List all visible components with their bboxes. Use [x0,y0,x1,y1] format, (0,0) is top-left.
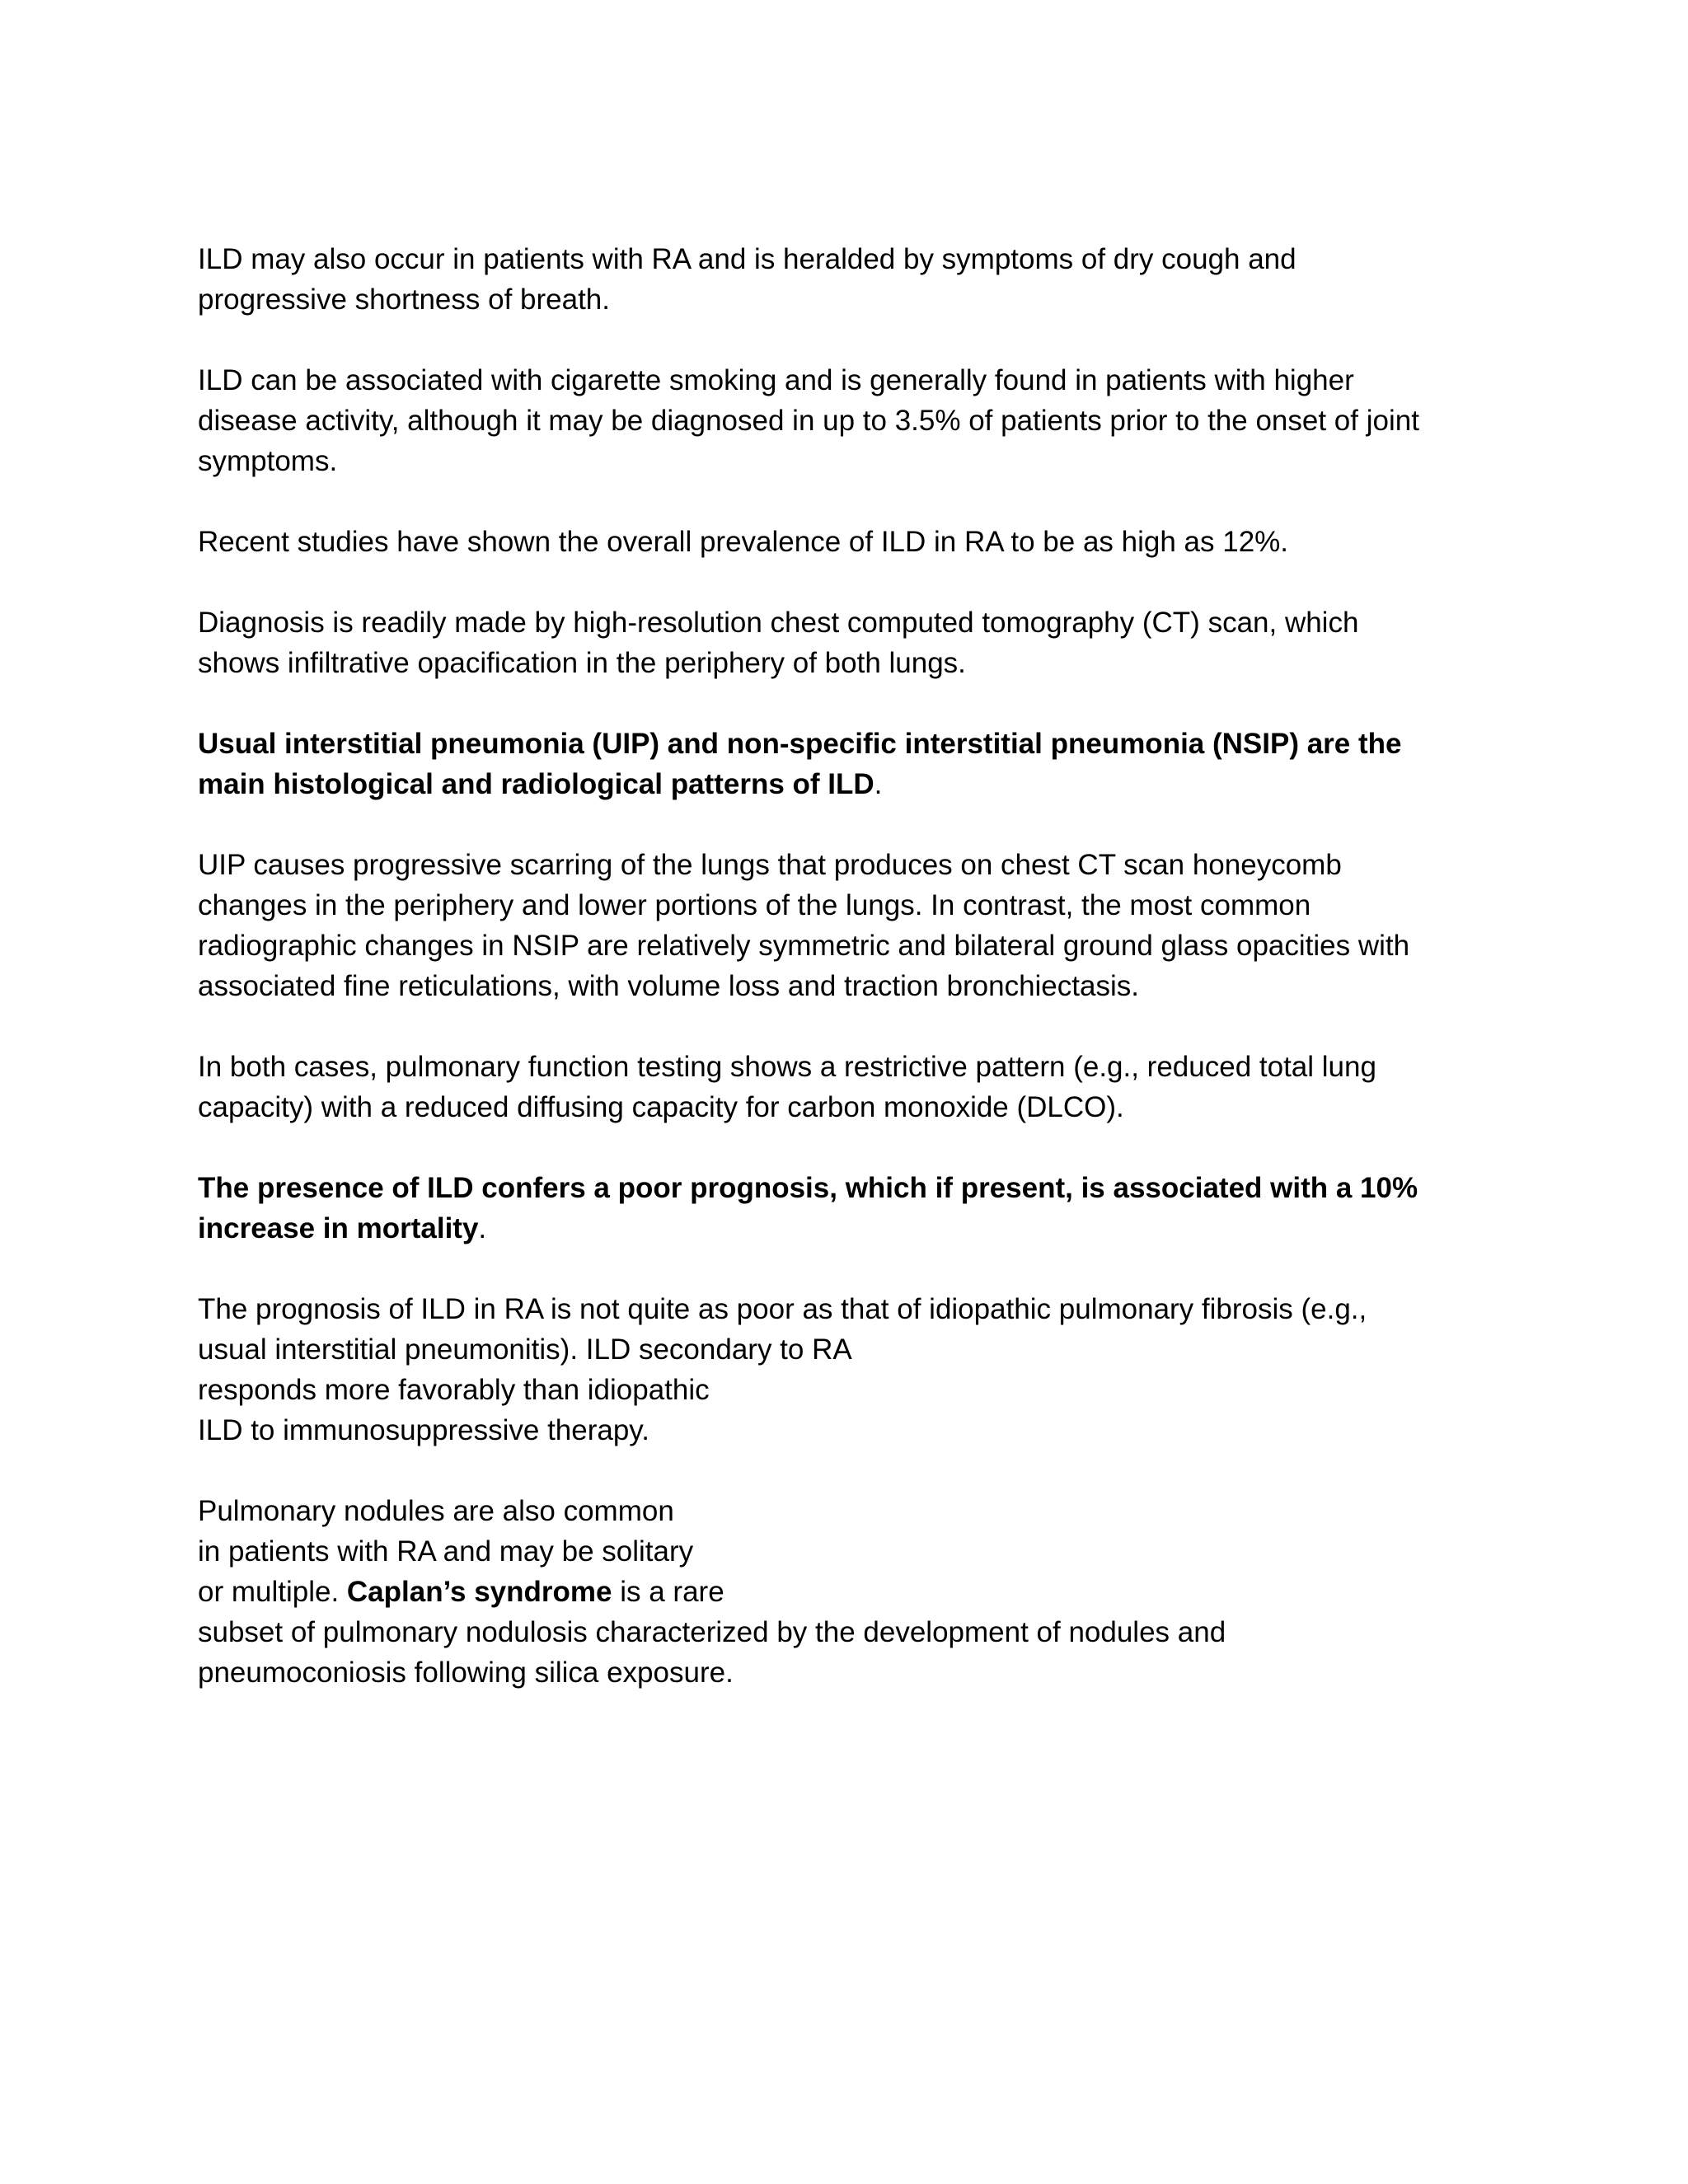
text-line: radiographic changes in NSIP are relatively symmetric and bilateral ground glass opacities with [198,930,1410,962]
paragraph-prognosis-comparison [198,1289,1500,1451]
text-tail: . [874,768,883,800]
text-line: in patients with RA and may be solitary [198,1535,694,1568]
bold-text-line: Usual interstitial pneumonia (UIP) and non-specific interstitial pneumonia (NSIP) are the [198,728,1402,760]
text-segment: is a rare [612,1576,724,1608]
text-line: progressive shortness of breath. [198,284,610,316]
paragraph-uip-description [198,845,1500,1006]
text-line: Diagnosis is readily made by high-resolution chest computed tomography (CT) scan, which [198,607,1359,639]
caplans-syndrome-term: Caplan’s syndrome [346,1576,612,1608]
paragraph-pulmonary-function [198,1047,1500,1127]
bold-text: increase in mortality [198,1212,479,1244]
text-line: Recent studies have shown the overall prevalence of ILD in RA to be as high as 12%. [198,526,1289,558]
text-line: changes in the periphery and lower portions of the lungs. In contrast, the most common [198,889,1311,921]
paragraph-pulmonary-nodules [198,1491,1500,1693]
text-line: ILD to immunosuppressive therapy. [198,1414,649,1446]
text-line: In both cases, pulmonary function testing shows a restrictive pattern (e.g., reduced total lung [198,1051,1376,1083]
text-line: subset of pulmonary nodulosis characterized by the development of nodules and [198,1616,1226,1648]
document-body [198,239,1500,1733]
text-line: symptoms. [198,445,338,477]
paragraph-uip-nsip-patterns [198,724,1500,804]
paragraph-ild-prevalence [198,522,1500,562]
text-line: Pulmonary nodules are also common [198,1495,674,1527]
text-line: UIP causes progressive scarring of the lungs that produces on chest CT scan honeycomb [198,849,1342,881]
text-line [198,1208,1500,1249]
text-tail: . [478,1212,487,1244]
text-line: responds more favorably than idiopathic [198,1374,710,1406]
paragraph-ild-smoking [198,360,1500,481]
text-line: pneumoconiosis following silica exposure. [198,1657,734,1689]
text-line [198,1572,1500,1612]
text-line: ILD can be associated with cigarette smoking and is generally found in patients with higher [198,364,1354,396]
paragraph-diagnosis [198,602,1500,683]
paragraph-prognosis-mortality [198,1168,1500,1249]
bold-text-line: The presence of ILD confers a poor prognosis, which if present, is associated with a 10% [198,1172,1418,1204]
text-line: disease activity, although it may be diagnosed in up to 3.5% of patients prior to the onset of joint [198,405,1419,437]
text-line: capacity) with a reduced diffusing capacity for carbon monoxide (DLCO). [198,1091,1124,1123]
text-line: usual interstitial pneumonitis). ILD secondary to RA [198,1333,852,1366]
text-line: ILD may also occur in patients with RA and is heralded by symptoms of dry cough and [198,243,1296,275]
text-line: associated fine reticulations, with volume loss and traction bronchiectasis. [198,970,1139,1002]
paragraph-ild-ra-symptoms [198,239,1500,320]
text-line: shows infiltrative opacification in the periphery of both lungs. [198,647,966,679]
text-line [198,764,1500,804]
text-segment: or multiple. [198,1576,347,1608]
bold-text: main histological and radiological patterns of ILD [198,768,874,800]
text-line: The prognosis of ILD in RA is not quite as poor as that of idiopathic pulmonary fibrosis (e.g., [198,1293,1367,1325]
